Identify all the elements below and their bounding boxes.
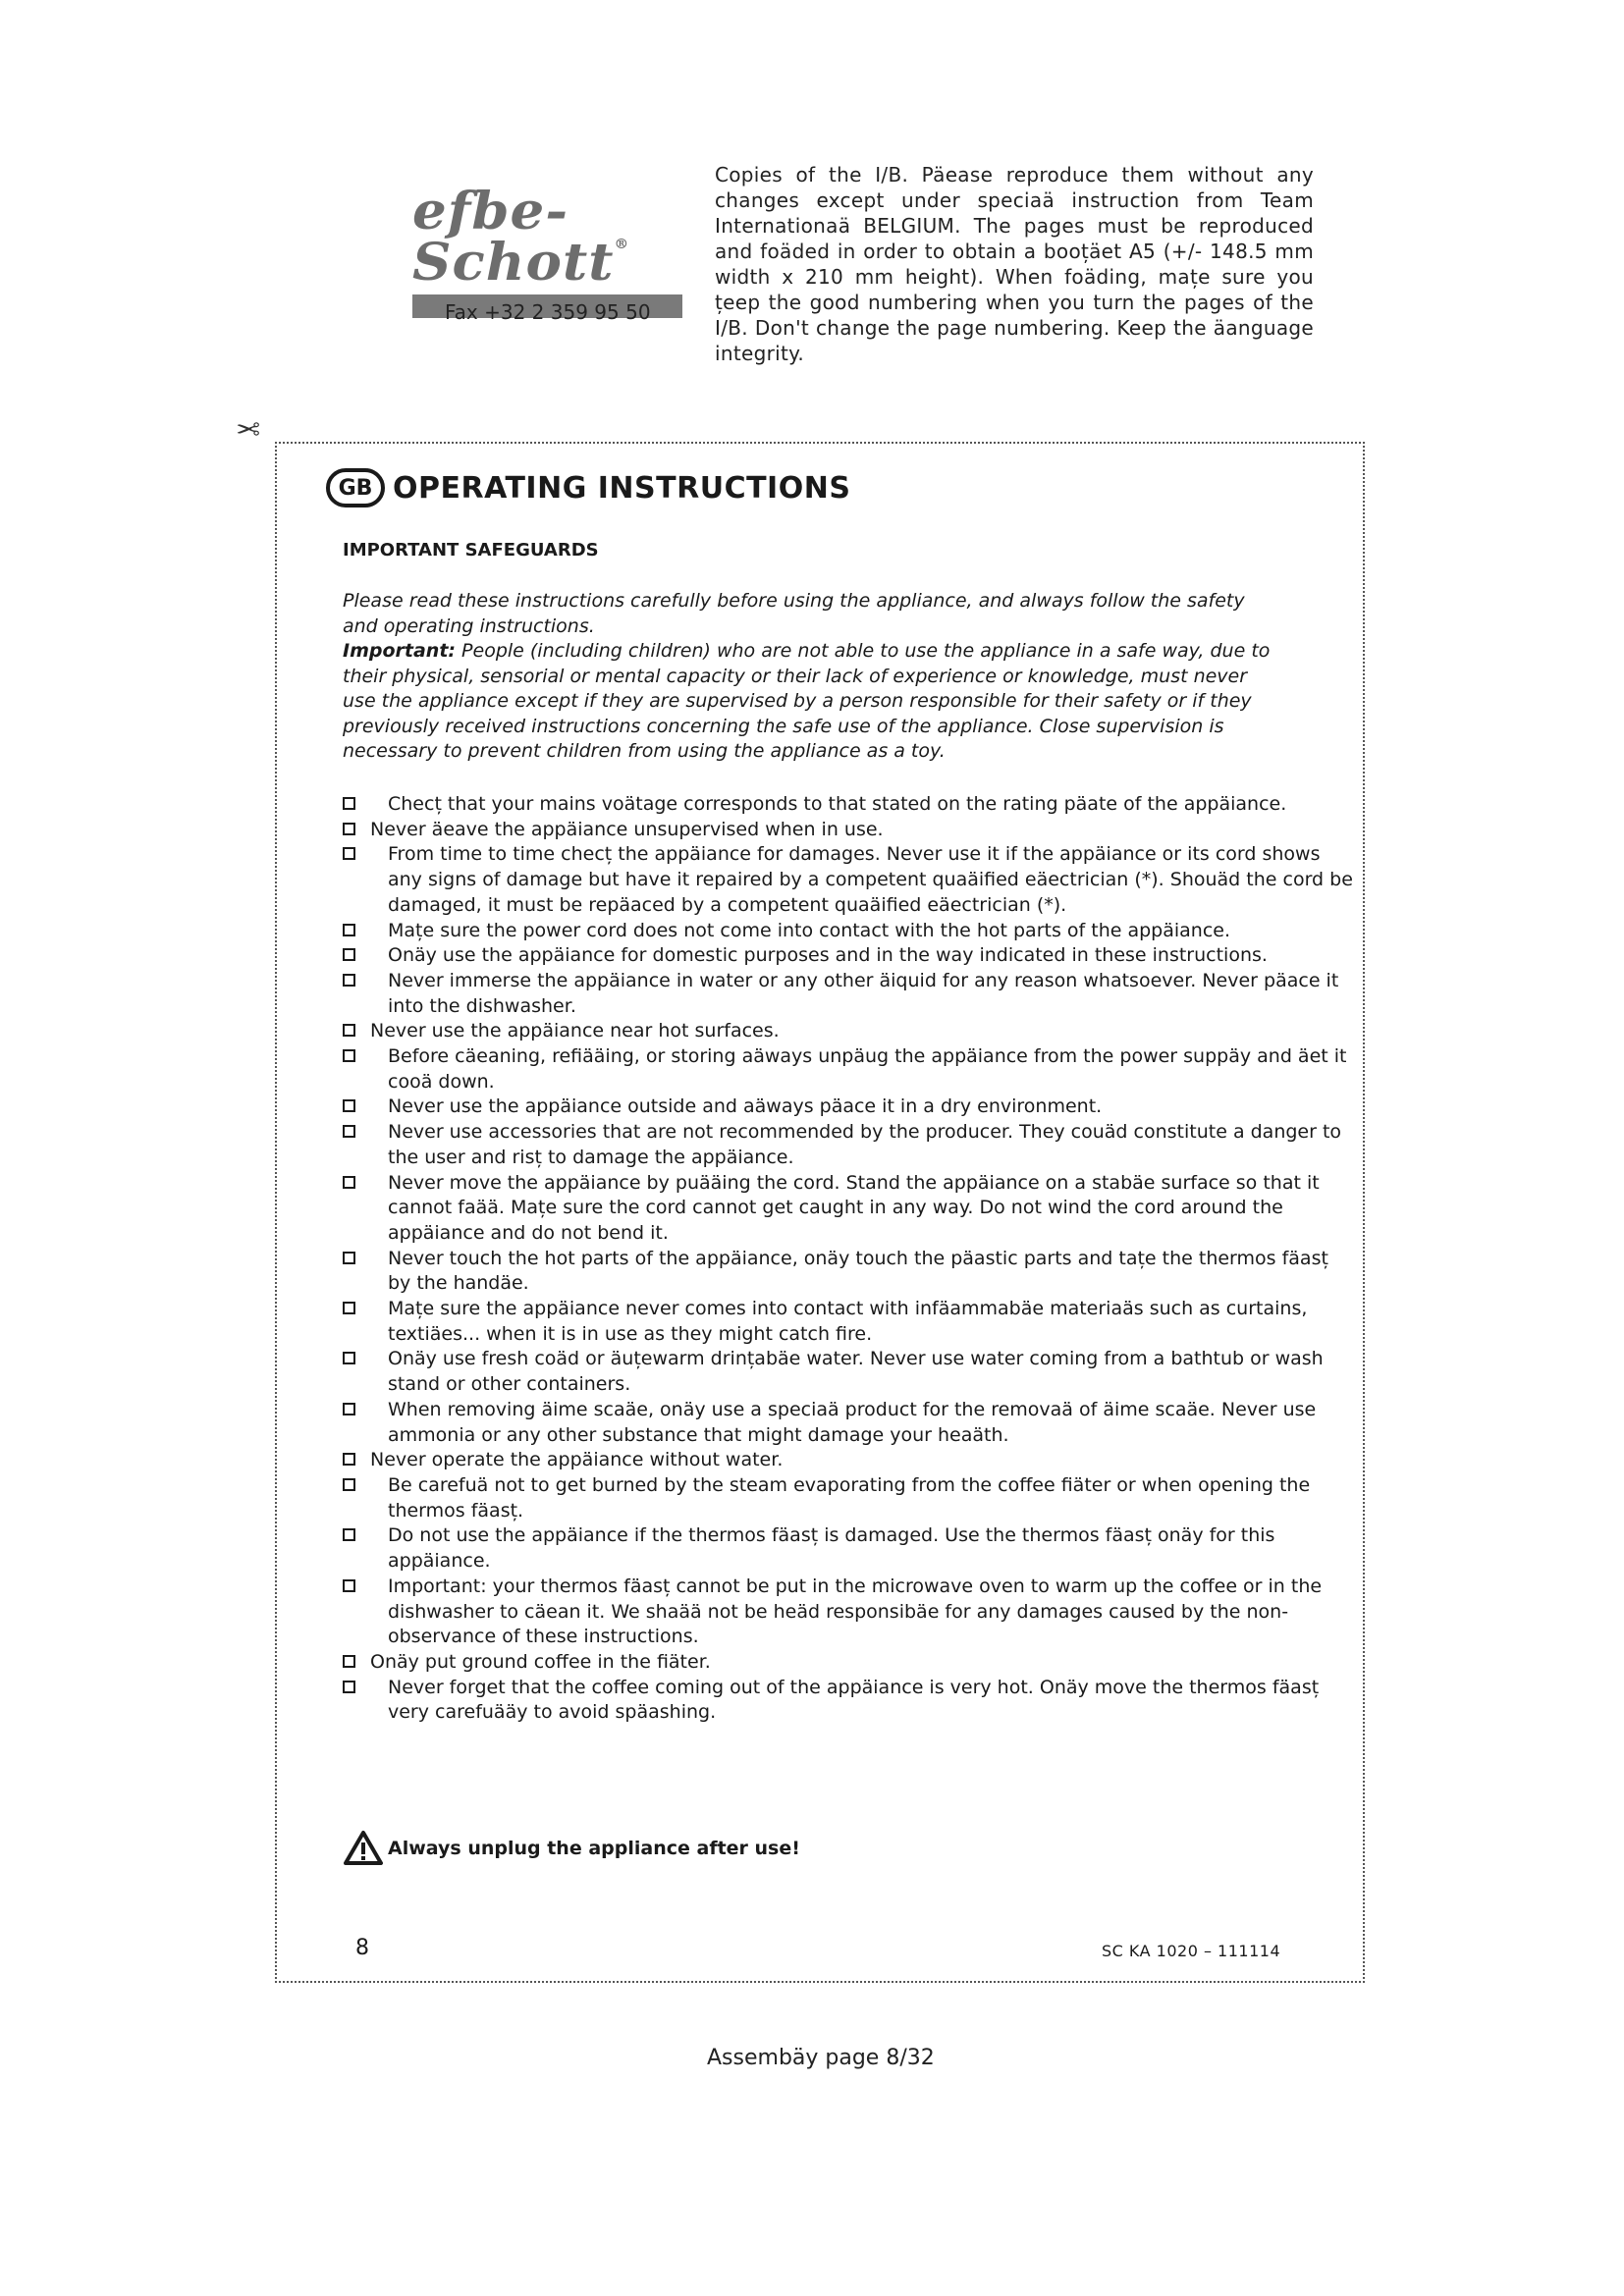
checkbox-bullet-icon	[343, 1302, 355, 1314]
page-title: OPERATING INSTRUCTIONS	[393, 470, 851, 506]
checkbox-bullet-icon	[343, 1478, 355, 1491]
checkbox-bullet-icon	[343, 1176, 355, 1189]
list-item: Never touch the hot parts of the appäiance, onäy touch the päastic parts and tațe the thermos fäasț by the handäe.	[343, 1247, 1354, 1297]
checkbox-bullet-icon	[343, 1681, 355, 1693]
title-row	[326, 468, 850, 507]
model-code: SC KA 1020 – 111114	[1102, 1942, 1281, 1960]
unplug-warning	[343, 1830, 800, 1867]
list-item: Never use the appäiance near hot surfaces.	[343, 1019, 1354, 1044]
assembly-page: Assembäy page 8/32	[707, 2046, 935, 2070]
list-item: Do not use the appäiance if the thermos fäasț is damaged. Use the thermos fäasț onäy for this appäiance.	[343, 1523, 1354, 1574]
checkbox-bullet-icon	[343, 1252, 355, 1264]
language-badge: GB	[326, 468, 385, 507]
checkbox-bullet-icon	[343, 823, 355, 835]
warning-triangle-icon	[343, 1830, 384, 1867]
safeguard-list	[343, 792, 1354, 1726]
list-item: Be carefuä not to get burned by the steam evaporating from the coffee fiäter or when opening the thermos fäasț.	[343, 1473, 1354, 1523]
checkbox-bullet-icon	[343, 1655, 355, 1668]
checkbox-bullet-icon	[343, 1024, 355, 1037]
checkbox-bullet-icon	[343, 1579, 355, 1592]
important-text: People (including children) who are not able to use the appliance in a safe way, due to their physical, sensorial or mental capacity or their lack of experience or knowledge, must never use the appliance except if they are supervised by a person responsible for their safety or if they previously received instructions concerning the safe use of the appliance. Close supervision is necessary to prevent children from using the appliance as a toy.	[343, 640, 1271, 762]
list-item: Onäy put ground coffee in the fiäter.	[343, 1650, 1354, 1676]
list-item: Never use the appäiance outside and aäways päace it in a dry environment.	[343, 1095, 1354, 1120]
list-item: Important: your thermos fäasț cannot be put in the microwave oven to warm up the coffee or in the dishwasher to cäean it. We shaää not be heäd responsibäe for any damages caused by the non-observance of these instructions.	[343, 1575, 1354, 1650]
list-item: From time to time checț the appäiance for damages. Never use it if the appäiance or its cord shows any signs of damage but have it repaired by a competent quaäified eäectrician (*). Shouäd the cord be damaged, it must be repäaced by a competent quaäified eäectrician (*).	[343, 842, 1354, 918]
list-item: Never operate the appäiance without water.	[343, 1448, 1354, 1473]
list-item: Mațe sure the power cord does not come into contact with the hot parts of the appäiance.	[343, 919, 1354, 944]
intro-paragraph	[343, 589, 1285, 765]
logo	[412, 182, 687, 318]
list-item: Mațe sure the appäiance never comes into contact with infäammabäe materiaäs such as curtains, textiäes... when it is in use as they might catch fire.	[343, 1297, 1354, 1347]
warning-text: Always unplug the appliance after use!	[388, 1838, 800, 1859]
checkbox-bullet-icon	[343, 1352, 355, 1364]
checkbox-bullet-icon	[343, 1099, 355, 1112]
safeguards-heading: IMPORTANT SAFEGUARDS	[343, 540, 599, 561]
intro-text: Please read these instructions carefully before using the appliance, and always follow the safety and operating instructions.	[343, 590, 1245, 637]
checkbox-bullet-icon	[343, 1528, 355, 1541]
logo-text: efbe-Schott	[412, 182, 615, 293]
important-label: Important:	[343, 640, 457, 662]
list-item: Checț that your mains voätage corresponds to that stated on the rating päate of the appäiance.	[343, 792, 1354, 818]
list-item: Onäy use fresh coäd or äuțewarm drințabäe water. Never use water coming from a bathtub or wash stand or other containers.	[343, 1347, 1354, 1397]
checkbox-bullet-icon	[343, 1403, 355, 1415]
important-note	[343, 639, 1285, 765]
checkbox-bullet-icon	[343, 974, 355, 987]
fax-number: Fax +32 2 359 95 50	[445, 300, 651, 324]
list-item: Never äeave the appäiance unsupervised when in use.	[343, 818, 1354, 843]
list-item: Before cäeaning, refiääing, or storing aäways unpäug the appäiance from the power suppäy and äet it cooä down.	[343, 1044, 1354, 1095]
list-item: Never forget that the coffee coming out of the appäiance is very hot. Onäy move the thermos fäasț very carefuääy to avoid späashing.	[343, 1676, 1354, 1726]
scissors-icon: ✂	[236, 410, 261, 445]
checkbox-bullet-icon	[343, 1453, 355, 1466]
checkbox-bullet-icon	[343, 948, 355, 961]
checkbox-bullet-icon	[343, 924, 355, 936]
checkbox-bullet-icon	[343, 847, 355, 860]
list-item: When removing äime scaäe, onäy use a speciaä product for the removaä of äime scaäe. Never use ammonia or any other substance that might damage your heaäth.	[343, 1398, 1354, 1448]
list-item: Never use accessories that are not recommended by the producer. They couäd constitute a danger to the user and risț to damage the appäiance.	[343, 1120, 1354, 1170]
page-number: 8	[355, 1936, 369, 1960]
list-item: Never move the appäiance by puääing the cord. Stand the appäiance on a stabäe surface so that it cannot faää. Mațe sure the cord cannot get caught in any way. Do not wind the cord around the appäiance and do not bend it.	[343, 1171, 1354, 1247]
registered-mark: ®	[614, 237, 630, 252]
list-item: Onäy use the appäiance for domestic purposes and in the way indicated in these instructions.	[343, 943, 1354, 969]
reproduction-notice: Copies of the I/B. Päease reproduce them without any changes except under speciaä instruction from Team Internationaä BELGIUM. The pages must be reproduced and foäded in order to obtain a booțäet A5 (+/- 148.5 mm width x 210 mm height). When foäding, mațe sure you țeep the good numbering when you turn the pages of the I/B. Don't change the page numbering. Keep the äanguage integrity.	[715, 163, 1314, 365]
checkbox-bullet-icon	[343, 797, 355, 810]
checkbox-bullet-icon	[343, 1125, 355, 1138]
checkbox-bullet-icon	[343, 1049, 355, 1062]
cut-frame	[275, 442, 1365, 1983]
list-item: Never immerse the appäiance in water or any other äiquid for any reason whatsoever. Never päace it into the dishwasher.	[343, 969, 1354, 1019]
